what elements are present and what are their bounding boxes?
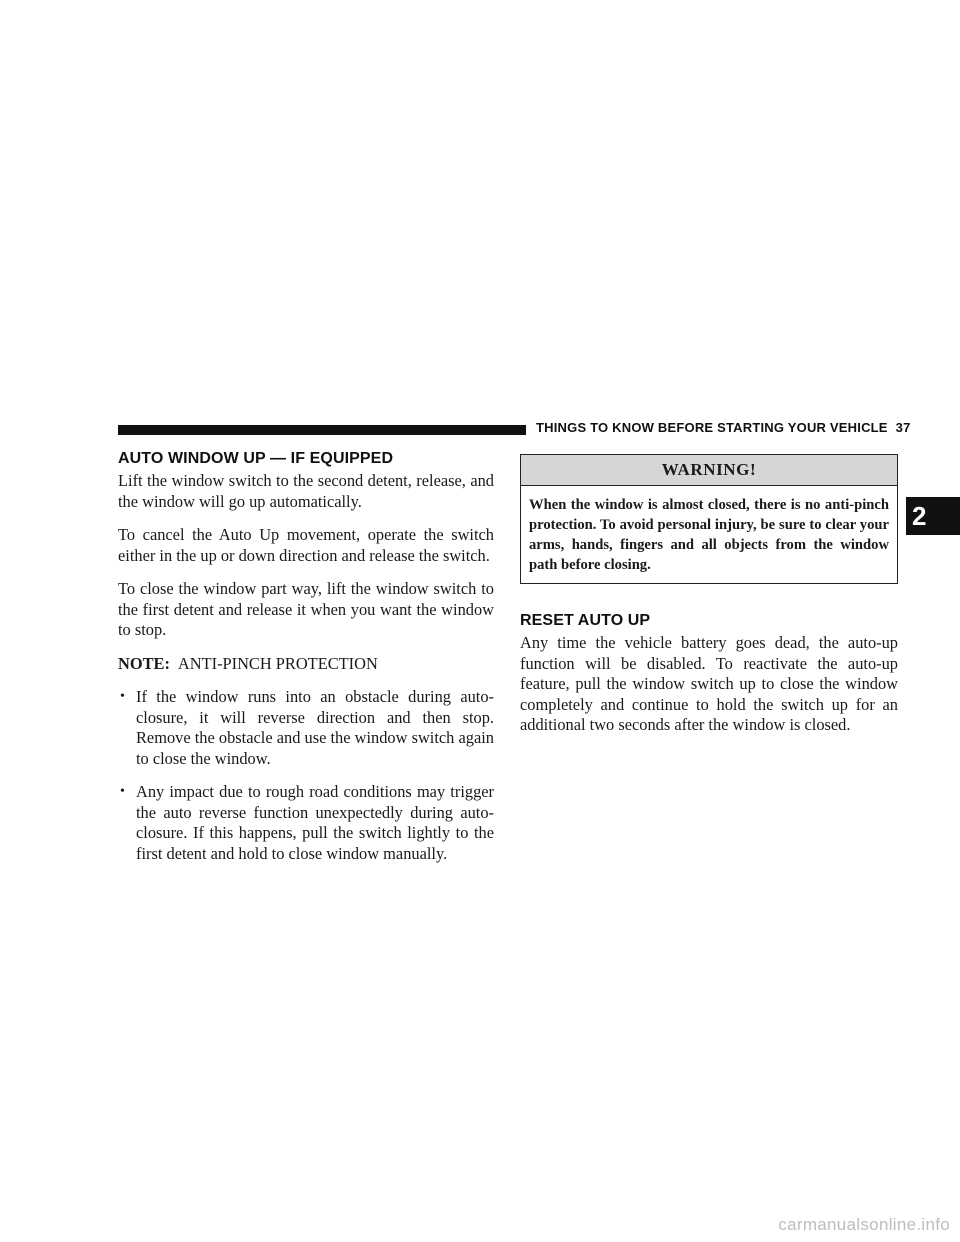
warning-title: WARNING! [521,455,897,486]
page-number: 37 [895,420,911,435]
bullet-list [118,687,494,864]
left-column [118,450,494,877]
list-item [118,687,494,769]
note-label: NOTE: [118,653,170,673]
paragraph: To cancel the Auto Up movement, operate the switch either in the up or down direction and release the switch. [118,525,494,565]
list-item-text: If the window runs into an obstacle during auto-closure, it will reverse direction and then stop. Remove the obstacle and use the window switch again to close the window. [136,687,494,768]
paragraph: Lift the window switch to the second detent, release, and the window will go up automatically. [118,471,494,511]
paragraph: Any time the vehicle battery goes dead, the auto-up function will be disabled. To reactivate the auto-up feature, pull the window switch up to close the window completely and continue to hold the switch up for an additional two seconds after the window is closed. [520,633,898,734]
right-column [520,450,898,749]
warning-box [520,454,898,584]
section-heading-auto-window-up: AUTO WINDOW UP — IF EQUIPPED [118,450,394,467]
section-heading-reset-auto-up: RESET AUTO UP [520,612,651,629]
header-title: THINGS TO KNOW BEFORE STARTING YOUR VEHICLE [536,420,888,435]
note [118,654,494,675]
warning-text: When the window is almost closed, there is no anti-pinch protection. To avoid personal injury, be sure to clear your arms, hands, fingers and all objects from the window path before closing. [529,497,889,573]
list-item [118,782,494,864]
list-item-text: Any impact due to rough road conditions may trigger the auto reverse function unexpectedly during auto-closure. If this happens, pull the switch lightly to the first detent and hold to close window manually. [136,782,494,863]
header-rule [118,425,526,435]
bullet-icon: • [120,689,125,704]
chapter-tab: 2 [906,497,960,535]
watermark: carmanualsonline.info [778,1215,950,1234]
note-text: ANTI-PINCH PROTECTION [177,653,378,673]
paragraph: To close the window part way, lift the window switch to the first detent and release it when you want the window to stop. [118,579,494,639]
running-header [536,420,911,435]
bullet-icon: • [120,784,125,799]
